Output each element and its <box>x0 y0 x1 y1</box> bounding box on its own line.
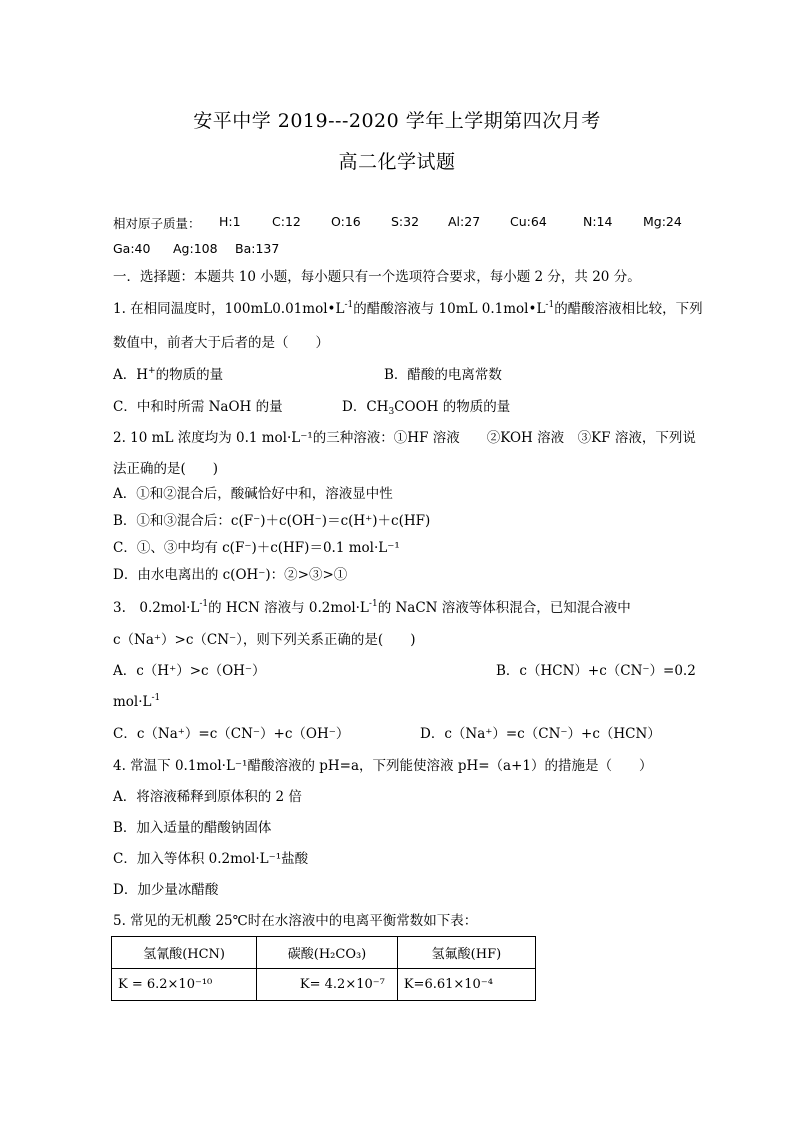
q3-option-d: D．c（Na⁺）=c（CN⁻）+c（HCN） <box>420 726 661 742</box>
q2-option-d: D．由水电离出的 c(OH⁻)：②>③>① <box>113 567 348 583</box>
q1-stem: 1. 在相同温度时，$100mL0.01mol•L^{-1}$的醋酸溶液与 10mL $0.1mol•L^{-1}$的醋酸溶液相比较，下列 <box>113 300 703 317</box>
q2-stem: 2. 10 mL 浓度均为 0.1 mol·L⁻¹的三种溶液：①HF 溶液 ②KOH 溶液 ③KF 溶液，下列说 <box>113 430 696 446</box>
exam-subtitle: 高二化学试题 <box>338 151 456 173</box>
q3-option-b: B．c（HCN）+c（CN⁻）=0.2 <box>496 663 696 679</box>
q3-option-a: A．c（H⁺）>c（OH⁻） <box>113 663 266 679</box>
mass-item: O:16 <box>331 214 361 229</box>
ionization-constant-table <box>111 936 536 1001</box>
mass-item: N:14 <box>583 214 613 229</box>
q4-option-b: B．加入适量的醋酸钠固体 <box>113 820 272 836</box>
mass-item: Ba:137 <box>235 241 280 256</box>
table-row <box>112 969 536 1001</box>
q3-option-c: C．c（Na⁺）=c（CN⁻）+c（OH⁻） <box>113 726 350 742</box>
mass-item: S:32 <box>391 214 420 229</box>
q1-option-b: B．醋酸的电离常数 <box>384 367 502 383</box>
masses-label: 相对原子质量： <box>113 216 201 231</box>
q1-option-d: D．$CH_3COOH$ 的物质的量 <box>342 399 511 417</box>
atomic-masses-row2 <box>113 241 685 259</box>
q4-stem: 4. 常温下 0.1mol·L⁻¹醋酸溶液的 pH=a，下列能使溶液 pH=（a+1）的措施是（ ） <box>113 758 653 774</box>
q4-option-d: D．加少量冰醋酸 <box>113 882 219 898</box>
atomic-masses-row1 <box>113 214 685 232</box>
table-header-cell: 碳酸(H₂CO₃) <box>257 937 398 969</box>
mass-item: Cu:64 <box>510 214 547 229</box>
mass-item: Ga:40 <box>113 241 151 256</box>
table-header-cell: 氢氟酸(HF) <box>397 937 535 969</box>
table-header-row <box>112 937 536 969</box>
table-cell: K = 6.2×10⁻¹⁰ <box>112 969 257 1001</box>
mass-item: C:12 <box>272 214 301 229</box>
q2-option-a: A．①和②混合后，酸碱恰好中和，溶液显中性 <box>113 486 393 502</box>
q1-option-c: C．中和时所需 NaOH 的量 <box>113 399 283 415</box>
exam-title: 安平中学 2019---2020 学年上学期第四次月考 <box>193 110 601 132</box>
q2-stem-line2: 法正确的是( ) <box>113 461 219 477</box>
mass-item: H:1 <box>219 214 241 229</box>
q4-option-c: C．加入等体积 0.2mol·L⁻¹盐酸 <box>113 851 309 867</box>
section-heading: 一．选择题：本题共 10 小题，每小题只有一个选项符合要求，每小题 2 分，共 20 分。 <box>113 269 641 285</box>
q2-option-b: B．①和③混合后：c(F⁻)＋c(OH⁻)＝c(H⁺)＋c(HF) <box>113 513 431 529</box>
q3-option-b-cont: $mol\cdot L^{-1}$ <box>113 693 161 710</box>
table-cell: K= 4.2×10⁻⁷ <box>257 969 398 1001</box>
q5-stem: 5. 常见的无机酸 25℃时在水溶液中的电离平衡常数如下表： <box>113 913 478 929</box>
table-header-cell: 氢氰酸(HCN) <box>112 937 257 969</box>
mass-item: Al:27 <box>448 214 481 229</box>
mass-item: Mg:24 <box>643 214 682 229</box>
q3-stem-line2: c（Na⁺）>c（CN⁻），则下列关系正确的是( ) <box>113 632 416 648</box>
table-cell: K=6.61×10⁻⁴ <box>397 969 535 1001</box>
mass-item: Ag:108 <box>173 241 218 256</box>
q1-stem-line2: 数值中，前者大于后者的是（ ） <box>113 335 329 351</box>
q1-option-a: A．H+的物质的量 <box>113 366 224 383</box>
q2-option-c: C．①、③中均有 c(F⁻)＋c(HF)＝0.1 mol·L⁻¹ <box>113 540 400 556</box>
q3-stem: 3. $0.2mol\cdot L^{-1}$的 HCN 溶液与 $0.2mol\cdot L^{-1}$的 NaCN 溶液等体积混合，已知混合液中 <box>113 599 631 616</box>
q4-option-a: A．将溶液稀释到原体积的 2 倍 <box>113 789 302 805</box>
